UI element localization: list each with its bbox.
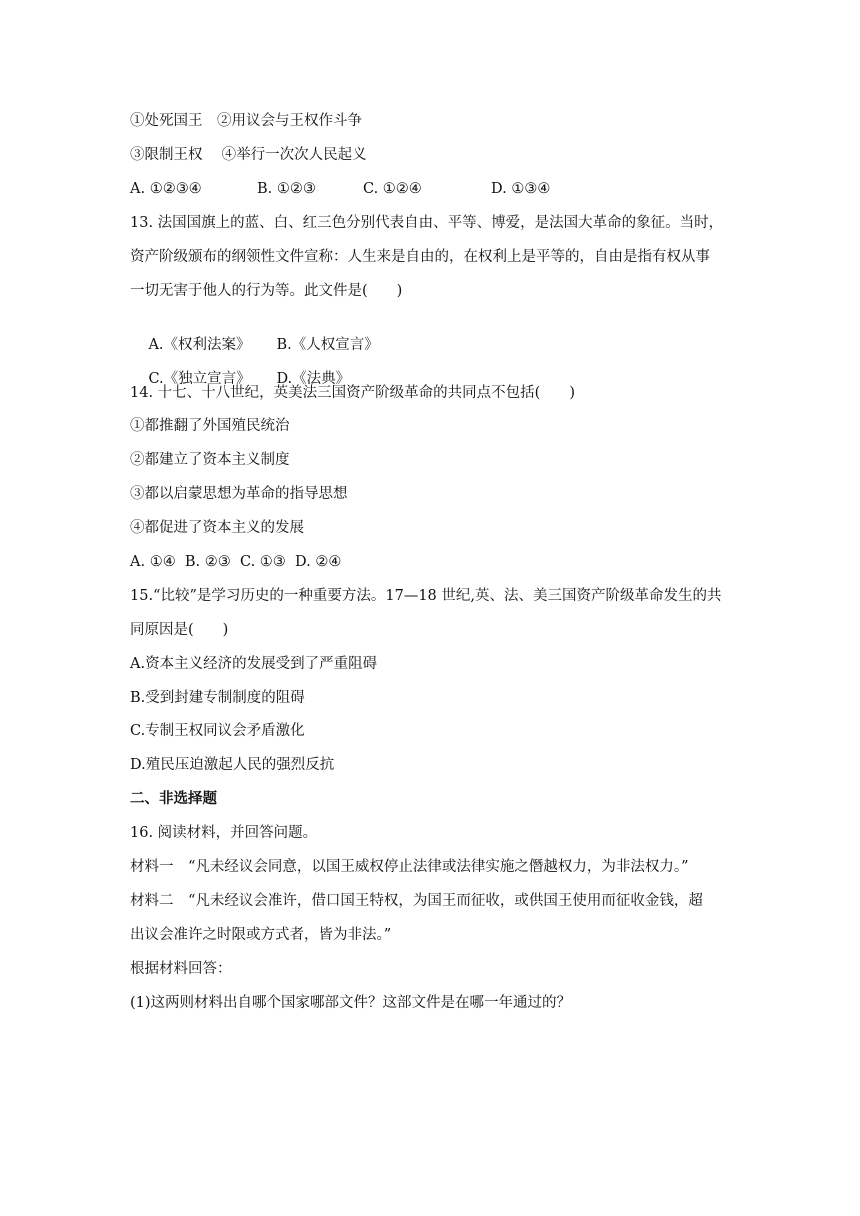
q16-stem: 16. 阅读材料，并回答问题。 — [130, 825, 318, 841]
q12-option-d: D. ①③④ — [491, 181, 551, 197]
q15-option-b: B.受到封建专制制度的阻碍 — [130, 690, 305, 706]
q14-statement-3: ③都以启蒙思想为革命的指导思想 — [130, 486, 348, 502]
q13-stem-line-3: 一切无害于他人的行为等。此文件是( ) — [130, 283, 403, 299]
q15-stem-line-1: 15.“比较”是学习历史的一种重要方法。17—18 世纪,英、法、美三国资产阶级革命发生的共 — [130, 588, 722, 604]
q15-stem-line-2: 同原因是( ) — [130, 622, 229, 638]
q13-option-a: A.《权利法案》 — [148, 337, 251, 353]
q13-option-d: D.《法典》 — [276, 371, 351, 387]
q12-options — [130, 179, 740, 199]
section-title: 二、非选择题 — [130, 790, 217, 807]
q16-material-2-line-1: 材料二 “凡未经议会准许，借口国王特权，为国王而征收，或供国王使用而征收金钱，超 — [130, 893, 703, 909]
q12-option-c: C. ①②④ — [363, 181, 422, 197]
q15-option-d: D.殖民压迫激起人民的强烈反抗 — [130, 757, 335, 773]
q13-option-b: B.《人权宣言》 — [276, 337, 379, 353]
q14-statement-2: ②都建立了资本主义制度 — [130, 452, 290, 468]
q16-instruction: 根据材料回答： — [130, 961, 232, 977]
q12-option-b: B. ①②③ — [257, 181, 316, 197]
q14-statement-4: ④都促进了资本主义的发展 — [130, 520, 304, 536]
q12-option-a: A. ①②③④ — [130, 181, 202, 197]
q16-material-1: 材料一 “凡未经议会同意，以国王威权停止法律或法律实施之僭越权力，为非法权力。” — [130, 859, 689, 875]
q13-stem-line-2: 资产阶级颁布的纲领性文件宣称：人生来是自由的，在权利上是平等的，自由是指有权从事 — [130, 249, 710, 265]
q14-options: A. ①④ B. ②③ C. ①③ D. ②④ — [130, 554, 342, 570]
q16-subquestion-1: (1)这两则材料出自哪个国家哪部文件？这部文件是在哪一年通过的？ — [130, 995, 572, 1011]
q13-option-c: C.《独立宣言》 — [148, 371, 251, 387]
q16-material-2-line-2: 出议会准许之时限或方式者，皆为非法。” — [130, 927, 392, 943]
q14-stem: 14. 十七、十八世纪，英美法三国资产阶级革命的共同点不包括( ) — [130, 385, 575, 401]
q14-statement-1: ①都推翻了外国殖民统治 — [130, 418, 290, 434]
q15-option-c: C.专制王权同议会矛盾激化 — [130, 723, 305, 739]
q13-stem-line-1: 13. 法国国旗上的蓝、白、红三色分别代表自由、平等、博爱，是法国大革命的象征。当时， — [130, 215, 724, 231]
q15-option-a: A.资本主义经济的发展受到了严重阻碍 — [130, 656, 378, 672]
q12-statement-2: ③限制王权 ④举行一次次人民起义 — [130, 147, 367, 163]
q12-statement-1: ①处死国王 ②用议会与王权作斗争 — [130, 113, 362, 129]
